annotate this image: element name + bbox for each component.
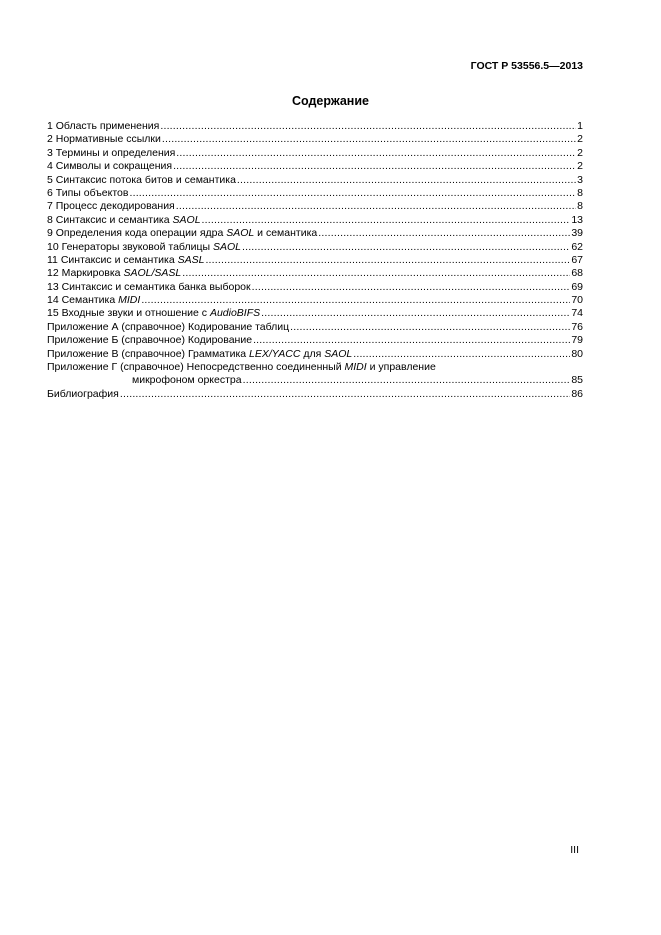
toc-entry[interactable] [47, 174, 583, 187]
toc-entry-title-italic: SAOL/SASL [123, 267, 182, 280]
toc-entry[interactable] [47, 321, 583, 334]
toc-page-number: 8 [577, 200, 583, 213]
toc-leader-dots [205, 254, 570, 267]
page-number: III [570, 844, 579, 856]
toc-page-number: 8 [577, 186, 583, 199]
toc-entry-title-text: 1 Область применения [47, 120, 160, 132]
toc-page-number: 86 [571, 387, 583, 400]
toc-leader-dots [253, 334, 570, 347]
toc-page-number: 1 [577, 120, 583, 132]
toc-entry[interactable] [47, 120, 583, 133]
table-of-contents [47, 120, 583, 401]
toc-entry[interactable] [47, 348, 583, 361]
toc-entry-title [47, 321, 289, 334]
toc-entry[interactable] [47, 361, 583, 374]
toc-entry-title-italic: MIDI [118, 294, 141, 307]
toc-entry-title-text: 6 Типы объектов [47, 186, 129, 199]
toc-page-number: 76 [571, 320, 583, 333]
toc-entry-title-text: 2 Нормативные ссылки [47, 133, 161, 146]
toc-entry[interactable] [47, 214, 583, 227]
toc-page-number: 69 [571, 280, 583, 293]
toc-entry-title-text: Приложение Г (справочное) Непосредственно соединенный [47, 361, 345, 374]
toc-page-number: 3 [577, 173, 583, 186]
toc-entry-title [47, 281, 251, 294]
toc-entry[interactable] [47, 334, 583, 347]
toc-entry-title-text: 11 Синтаксис и семантика [47, 253, 178, 266]
toc-leader-dots [242, 241, 570, 254]
toc-entry-title-italic: SAOL [226, 227, 255, 240]
toc-entry-title-text: 4 Символы и сокращения [47, 160, 173, 173]
page-title: Содержание [291, 94, 369, 108]
toc-entry-title-text: Приложение В (справочное) Грамматика [47, 347, 250, 360]
toc-leader-dots [173, 160, 576, 173]
toc-entry-title [47, 187, 128, 200]
toc-entry-title [47, 348, 352, 361]
toc-entry-title-text: 9 Определения кода операции ядра [47, 227, 227, 240]
toc-entry[interactable] [47, 227, 583, 240]
toc-entry-title-text: 12 Маркировка [47, 267, 124, 280]
toc-entry-title-text: 5 Синтаксис потока битов и семантика [47, 173, 236, 186]
toc-entry-title [47, 267, 181, 280]
toc-leader-dots [129, 187, 576, 200]
toc-page-number: 74 [571, 307, 583, 320]
toc-leader-dots [162, 133, 576, 146]
toc-leader-dots [290, 321, 570, 334]
toc-entry-title-italic: SAOL [172, 213, 201, 226]
toc-page-number: 70 [571, 294, 583, 307]
toc-leader-dots [182, 267, 570, 280]
toc-entry-title [47, 200, 175, 213]
toc-entry-title-text: 13 Синтаксис и семантика банка выборок [47, 280, 251, 293]
toc-entry[interactable] [47, 307, 583, 320]
toc-entry-title-text: и управление [366, 361, 436, 374]
toc-entry-title [47, 334, 252, 347]
toc-entry-title [47, 160, 172, 173]
toc-entry-title [47, 120, 159, 133]
toc-entry-title-italic: SAOL [212, 240, 241, 253]
toc-page-number: 80 [571, 347, 583, 360]
toc-entry-title-text: 15 Входные звуки и отношение с [47, 307, 210, 320]
toc-entry[interactable] [47, 133, 583, 146]
toc-leader-dots [252, 281, 571, 294]
document-id: ГОСТ Р 53556.5—2013 [470, 60, 583, 72]
toc-entry-title-italic: AudioBIFS [209, 307, 261, 320]
toc-leader-dots [176, 147, 576, 160]
toc-entry-title-text: и семантика [254, 227, 318, 240]
toc-leader-dots [160, 120, 576, 133]
toc-entry[interactable] [47, 254, 583, 267]
toc-entry[interactable] [47, 147, 583, 160]
toc-entry-title [47, 307, 260, 320]
toc-entry-title-italic: LEX/YACC [249, 347, 301, 360]
toc-entry-title [47, 241, 241, 254]
toc-entry-title-text: 8 Синтаксис и семантика [47, 213, 173, 226]
toc-entry-title-text: для [300, 347, 325, 360]
toc-entry-title-text: 7 Процесс декодирования [47, 200, 175, 213]
toc-entry-title [132, 374, 242, 387]
toc-leader-dots [120, 388, 570, 401]
toc-entry[interactable] [47, 294, 583, 307]
toc-leader-dots [176, 200, 576, 213]
toc-page-number: 13 [571, 213, 583, 226]
toc-entry-title-text: 10 Генераторы звуковой таблицы [47, 240, 213, 253]
toc-entry-title [47, 174, 236, 187]
toc-page-number: 2 [577, 133, 583, 146]
toc-entry-title-italic: SASL [177, 253, 205, 266]
toc-entry-title [47, 133, 161, 146]
toc-entry-title-text: микрофоном оркестра [132, 374, 242, 387]
toc-page-number: 39 [571, 227, 583, 240]
toc-entry-title-text: Приложение Б (справочное) Кодирование [47, 334, 253, 347]
toc-entry-title [47, 147, 175, 160]
toc-entry-title-text: 3 Термины и определения [47, 146, 176, 159]
toc-page-number: 85 [571, 374, 583, 387]
toc-entry-title-text: 14 Семантика [47, 294, 119, 307]
toc-entry[interactable] [47, 281, 583, 294]
toc-page-number: 68 [571, 267, 583, 280]
toc-entry-title [47, 361, 436, 374]
toc-leader-dots [261, 307, 570, 320]
toc-leader-dots [243, 374, 571, 387]
toc-entry-title [47, 254, 204, 267]
toc-leader-dots [353, 348, 570, 361]
toc-entry-title [47, 227, 317, 240]
toc-entry[interactable] [47, 200, 583, 213]
toc-entry-title-text: Библиография [47, 387, 119, 400]
toc-leader-dots [237, 174, 576, 187]
toc-entry-title [47, 388, 119, 401]
toc-entry[interactable] [47, 267, 583, 280]
toc-page-number: 2 [577, 146, 583, 159]
toc-entry[interactable] [47, 187, 583, 200]
toc-entry[interactable] [47, 241, 583, 254]
toc-page-number: 2 [577, 160, 583, 173]
toc-entry-title-italic: MIDI [344, 361, 367, 374]
toc-entry[interactable] [47, 374, 583, 387]
toc-leader-dots [202, 214, 571, 227]
toc-page-number: 62 [571, 240, 583, 253]
toc-entry-title [47, 214, 201, 227]
toc-entry-title-text: Приложение А (справочное) Кодирование таблиц [47, 320, 290, 333]
toc-entry-title-italic: SAOL [324, 347, 353, 360]
toc-leader-dots [141, 294, 570, 307]
toc-entry[interactable] [47, 160, 583, 173]
toc-page-number: 67 [571, 253, 583, 266]
toc-entry-title [47, 294, 140, 307]
toc-page-number: 79 [571, 334, 583, 347]
toc-entry[interactable] [47, 388, 583, 401]
toc-leader-dots [318, 227, 570, 240]
